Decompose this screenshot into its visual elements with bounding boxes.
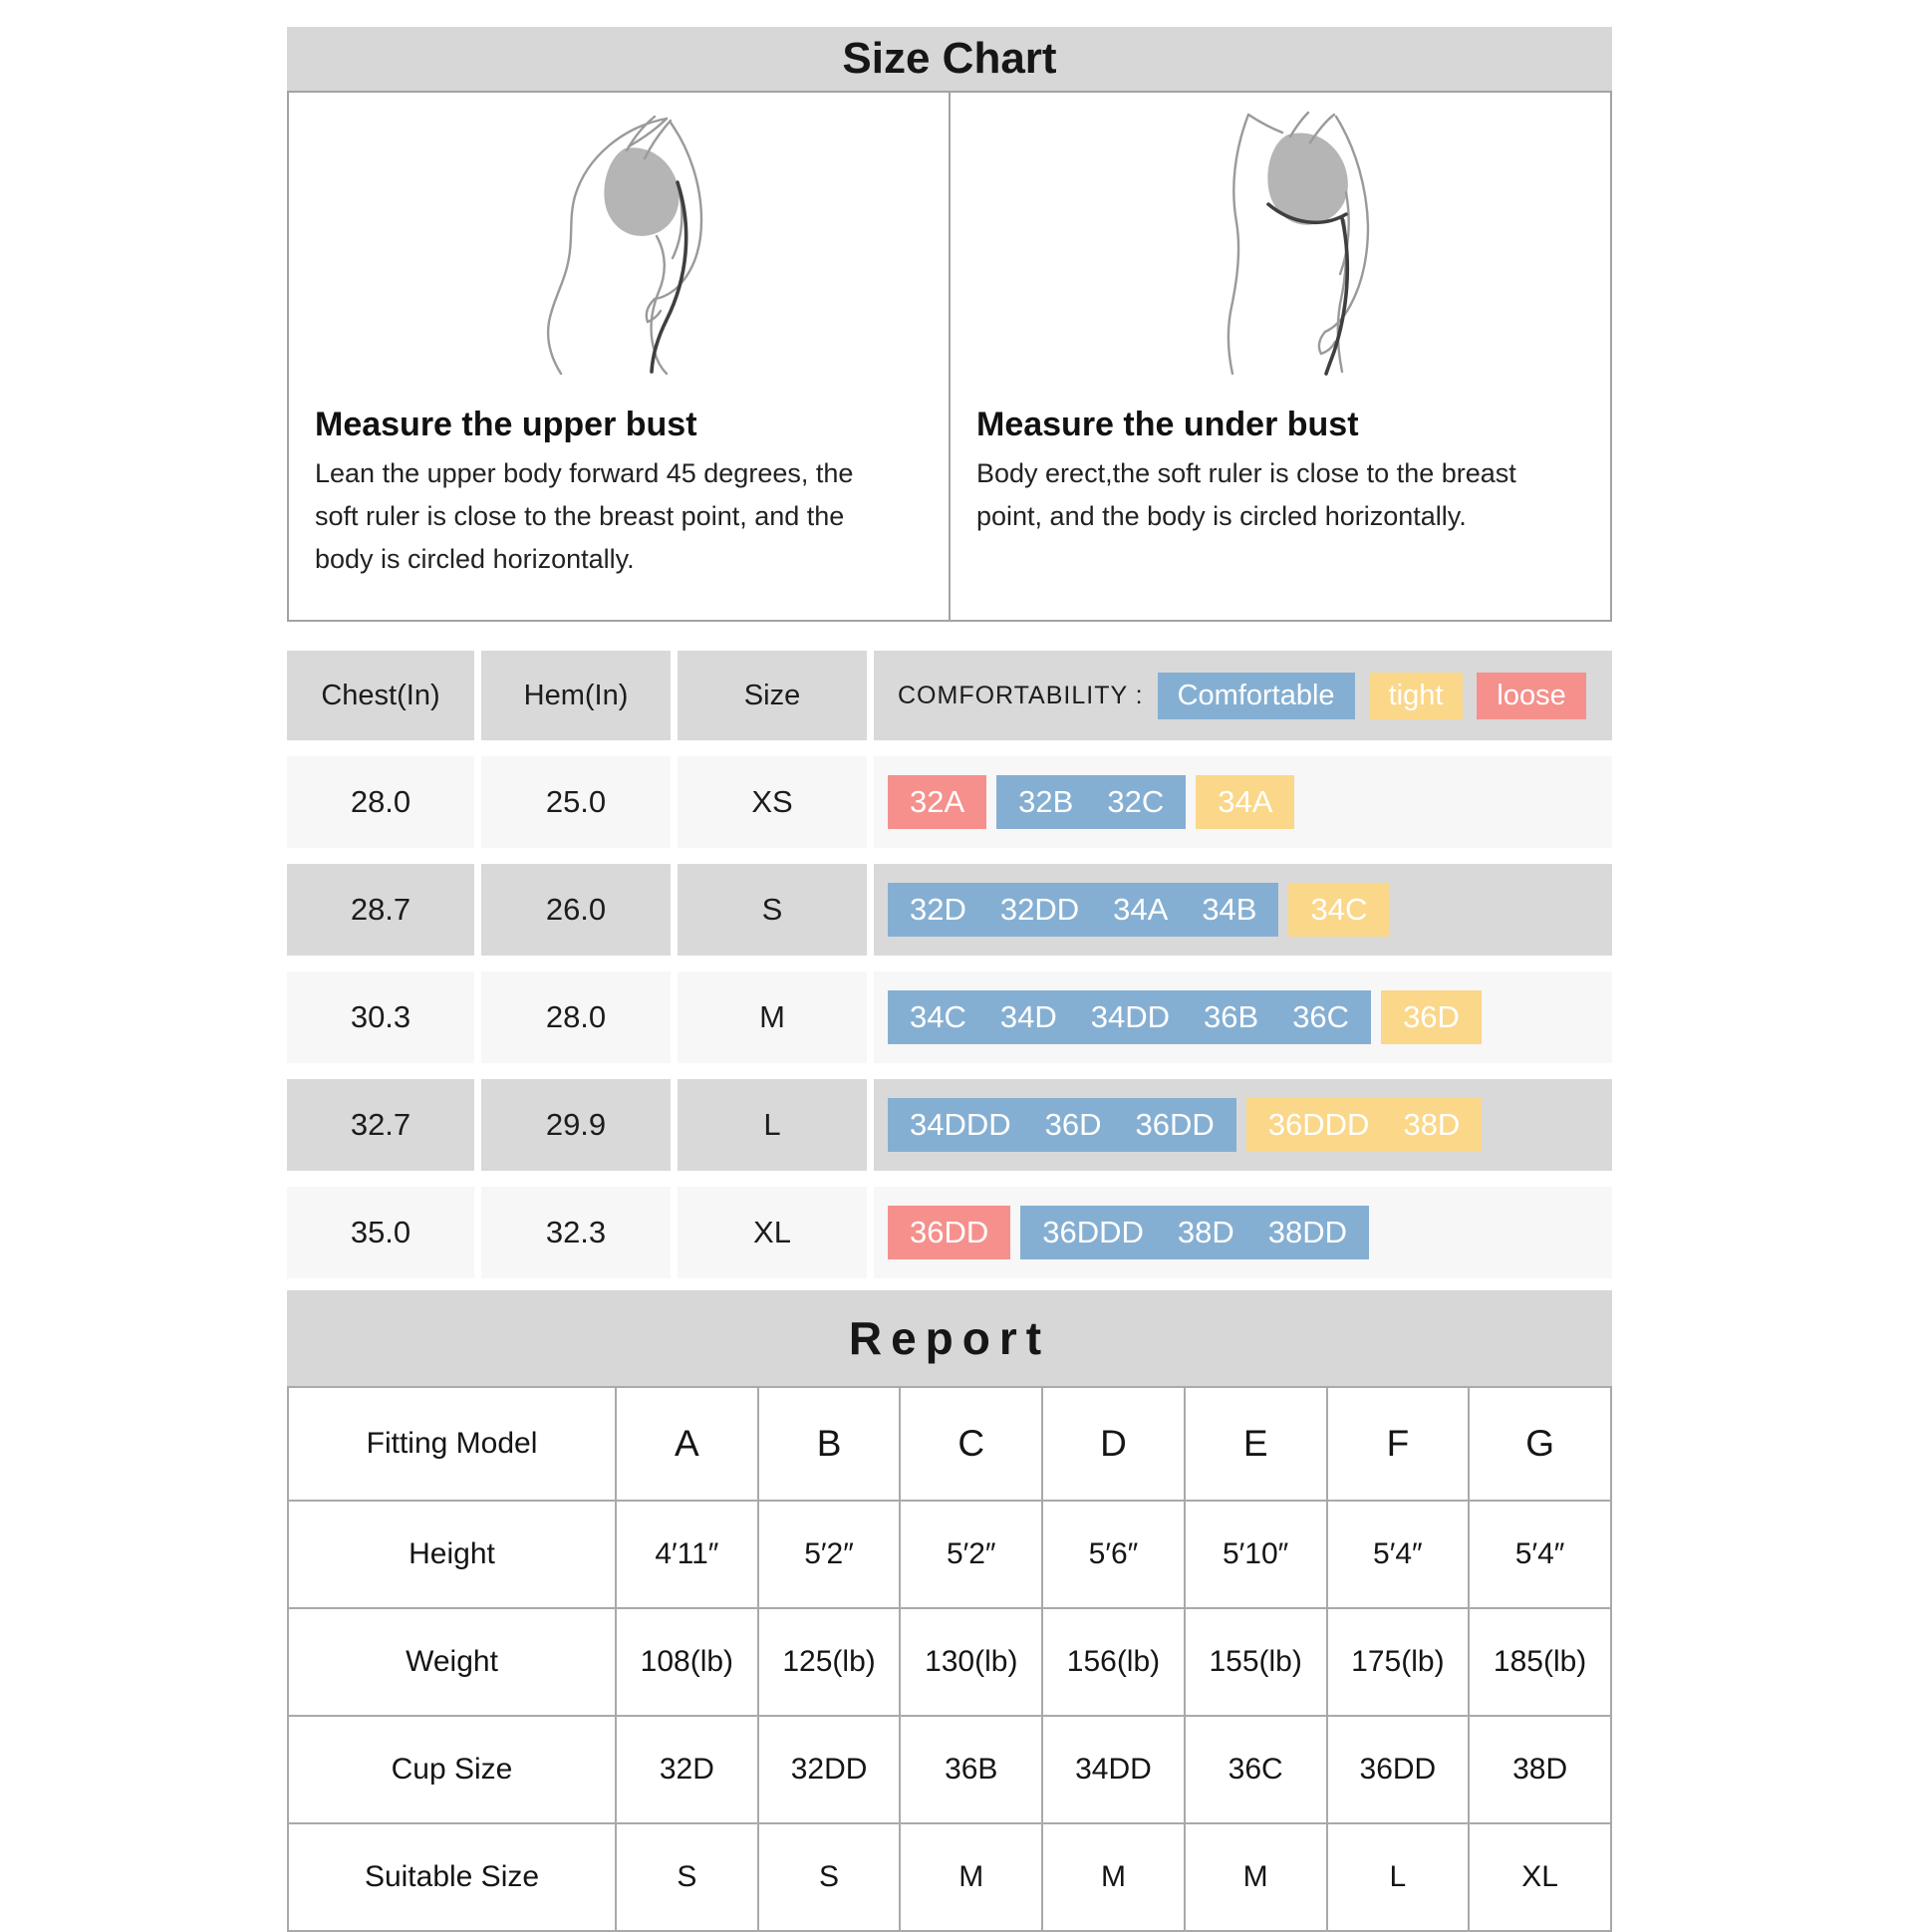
size-cell-size: XS: [678, 756, 867, 848]
woman-leaning-forward-figure: [459, 107, 778, 382]
column-header-hem: Hem(In): [481, 651, 671, 740]
bra-size-label: 32B: [1018, 784, 1074, 819]
upper-bust-illustration: [289, 93, 949, 396]
report-row-label: Suitable Size: [288, 1823, 616, 1931]
report-cell: 5′10″: [1185, 1501, 1327, 1608]
report-row-label: Height: [288, 1501, 616, 1608]
page-title: Size Chart: [287, 27, 1612, 91]
bra-size-label: 32DD: [999, 892, 1080, 927]
instruction-heading: Measure the under bust: [976, 406, 1359, 443]
bra-size-label: 36DD: [1135, 1107, 1215, 1142]
fit-chip-tight: [1246, 1098, 1483, 1152]
instruction-body: Body erect,the soft ruler is close to the breast point, and the body is circled horizontally.: [976, 458, 1516, 532]
report-cell: D: [1042, 1387, 1185, 1501]
fit-chip-tight: [1196, 775, 1294, 829]
report-cell: 32DD: [758, 1716, 901, 1823]
report-cell: 38D: [1469, 1716, 1611, 1823]
report-title: Report: [287, 1290, 1612, 1386]
size-cell-size: M: [678, 971, 867, 1063]
size-cell-size: S: [678, 864, 867, 956]
fit-chip-comfortable: [888, 990, 1371, 1044]
report-cell: S: [758, 1823, 901, 1931]
size-row-XS: [287, 756, 1612, 848]
size-chart-page: [287, 0, 1612, 1932]
report-cell: B: [758, 1387, 901, 1501]
bra-size-label: 36B: [1204, 999, 1259, 1034]
bra-size-label: 34A: [1113, 892, 1169, 927]
report-cell: 4′11″: [616, 1501, 758, 1608]
bra-size-label: 32C: [1107, 784, 1165, 819]
size-row-L: [287, 1079, 1612, 1171]
report-cell: 175(lb): [1327, 1608, 1470, 1716]
column-header-size: Size: [678, 651, 867, 740]
report-cell: A: [616, 1387, 758, 1501]
fit-chip-loose: [888, 775, 986, 829]
report-cell: 125(lb): [758, 1608, 901, 1716]
size-cell-chest: 35.0: [287, 1187, 474, 1278]
bra-size-label: 34D: [999, 999, 1057, 1034]
bra-size-label: 36D: [1403, 999, 1460, 1034]
report-cell: 5′4″: [1327, 1501, 1470, 1608]
size-cell-size: L: [678, 1079, 867, 1171]
report-table: [287, 1386, 1612, 1932]
size-cell-chest: 30.3: [287, 971, 474, 1063]
size-cell-hem: 29.9: [481, 1079, 671, 1171]
fit-range-cell: [874, 864, 1612, 956]
report-row: [288, 1387, 1611, 1501]
report-cell: 185(lb): [1469, 1608, 1611, 1716]
bra-size-label: 34C: [910, 999, 966, 1034]
size-cell-hem: 25.0: [481, 756, 671, 848]
bra-size-label: 36D: [1044, 1107, 1102, 1142]
report-row: [288, 1716, 1611, 1823]
size-table: [287, 651, 1612, 1278]
report-cell: 156(lb): [1042, 1608, 1185, 1716]
fit-range-cell: [874, 1079, 1612, 1171]
report-cell: F: [1327, 1387, 1470, 1501]
report-cell: M: [900, 1823, 1042, 1931]
size-row-M: [287, 971, 1612, 1063]
instruction-body: Lean the upper body forward 45 degrees, the soft ruler is close to the breast point, and the body is circled horizontally.: [315, 458, 854, 575]
fit-chip-comfortable: [1020, 1206, 1369, 1259]
bra-size-label: 36DDD: [1267, 1107, 1370, 1142]
size-cell-size: XL: [678, 1187, 867, 1278]
size-table-rows: [287, 756, 1612, 1278]
measurement-instructions: [287, 91, 1612, 622]
report-cell: 108(lb): [616, 1608, 758, 1716]
fit-range-cell: [874, 971, 1612, 1063]
bra-size-label: 32D: [910, 892, 966, 927]
legend-tight-chip: tight: [1369, 673, 1464, 719]
report-row: [288, 1823, 1611, 1931]
report-row-label: Weight: [288, 1608, 616, 1716]
report-cell: 155(lb): [1185, 1608, 1327, 1716]
report-cell: M: [1185, 1823, 1327, 1931]
report-row-label: Cup Size: [288, 1716, 616, 1823]
bra-size-label: 34B: [1202, 892, 1257, 927]
report-cell: 34DD: [1042, 1716, 1185, 1823]
report-cell: M: [1042, 1823, 1185, 1931]
report-cell: 36DD: [1327, 1716, 1470, 1823]
fit-range-cell: [874, 1187, 1612, 1278]
instruction-heading: Measure the upper bust: [315, 406, 697, 443]
fit-range-cell: [874, 756, 1612, 848]
bra-size-label: 32A: [910, 784, 965, 819]
fit-chip-comfortable: [888, 1098, 1236, 1152]
report-cell: L: [1327, 1823, 1470, 1931]
size-row-S: [287, 864, 1612, 956]
comfortability-header-cell: [874, 651, 1612, 740]
fit-chip-comfortable: [888, 883, 1278, 937]
size-cell-chest: 32.7: [287, 1079, 474, 1171]
bra-size-label: 36C: [1292, 999, 1350, 1034]
fit-chip-tight: [1288, 883, 1389, 937]
bra-size-label: 34DD: [1090, 999, 1171, 1034]
bra-size-label: 36DDD: [1042, 1215, 1144, 1249]
report-row-label: Fitting Model: [288, 1387, 616, 1501]
fit-chip-loose: [888, 1206, 1010, 1259]
fit-chip-comfortable: [996, 775, 1186, 829]
size-cell-hem: 28.0: [481, 971, 671, 1063]
legend-loose-chip: loose: [1477, 673, 1585, 719]
report-cell: 5′2″: [758, 1501, 901, 1608]
bra-size-label: 34A: [1218, 784, 1273, 819]
report-row: [288, 1608, 1611, 1716]
report-cell: G: [1469, 1387, 1611, 1501]
comfortability-label: COMFORTABILITY :: [898, 681, 1144, 709]
report-cell: 36C: [1185, 1716, 1327, 1823]
bra-size-label: 34DDD: [910, 1107, 1011, 1142]
size-cell-chest: 28.7: [287, 864, 474, 956]
report-cell: 32D: [616, 1716, 758, 1823]
report-cell: 36B: [900, 1716, 1042, 1823]
report-cell: S: [616, 1823, 758, 1931]
size-cell-hem: 26.0: [481, 864, 671, 956]
under-bust-illustration: [951, 93, 1610, 396]
upper-bust-instruction-box: [289, 93, 949, 620]
woman-upright-figure: [1121, 107, 1440, 382]
report-cell: 5′2″: [900, 1501, 1042, 1608]
size-cell-hem: 32.3: [481, 1187, 671, 1278]
under-bust-instruction-box: [949, 93, 1610, 620]
size-cell-chest: 28.0: [287, 756, 474, 848]
bra-size-label: 36DD: [910, 1215, 989, 1249]
bra-size-label: 38DD: [1267, 1215, 1348, 1249]
report-cell: 130(lb): [900, 1608, 1042, 1716]
report-cell: 5′6″: [1042, 1501, 1185, 1608]
column-header-chest: Chest(In): [287, 651, 474, 740]
bra-size-label: 38D: [1403, 1107, 1461, 1142]
size-row-XL: [287, 1187, 1612, 1278]
report-cell: XL: [1469, 1823, 1611, 1931]
report-cell: 5′4″: [1469, 1501, 1611, 1608]
report-row: [288, 1501, 1611, 1608]
bra-size-label: 34C: [1310, 892, 1368, 927]
size-table-header-row: [287, 651, 1612, 740]
bra-size-label: 38D: [1177, 1215, 1234, 1249]
report-cell: E: [1185, 1387, 1327, 1501]
report-cell: C: [900, 1387, 1042, 1501]
fit-chip-tight: [1381, 990, 1482, 1044]
legend-comfortable-chip: Comfortable: [1158, 673, 1355, 719]
